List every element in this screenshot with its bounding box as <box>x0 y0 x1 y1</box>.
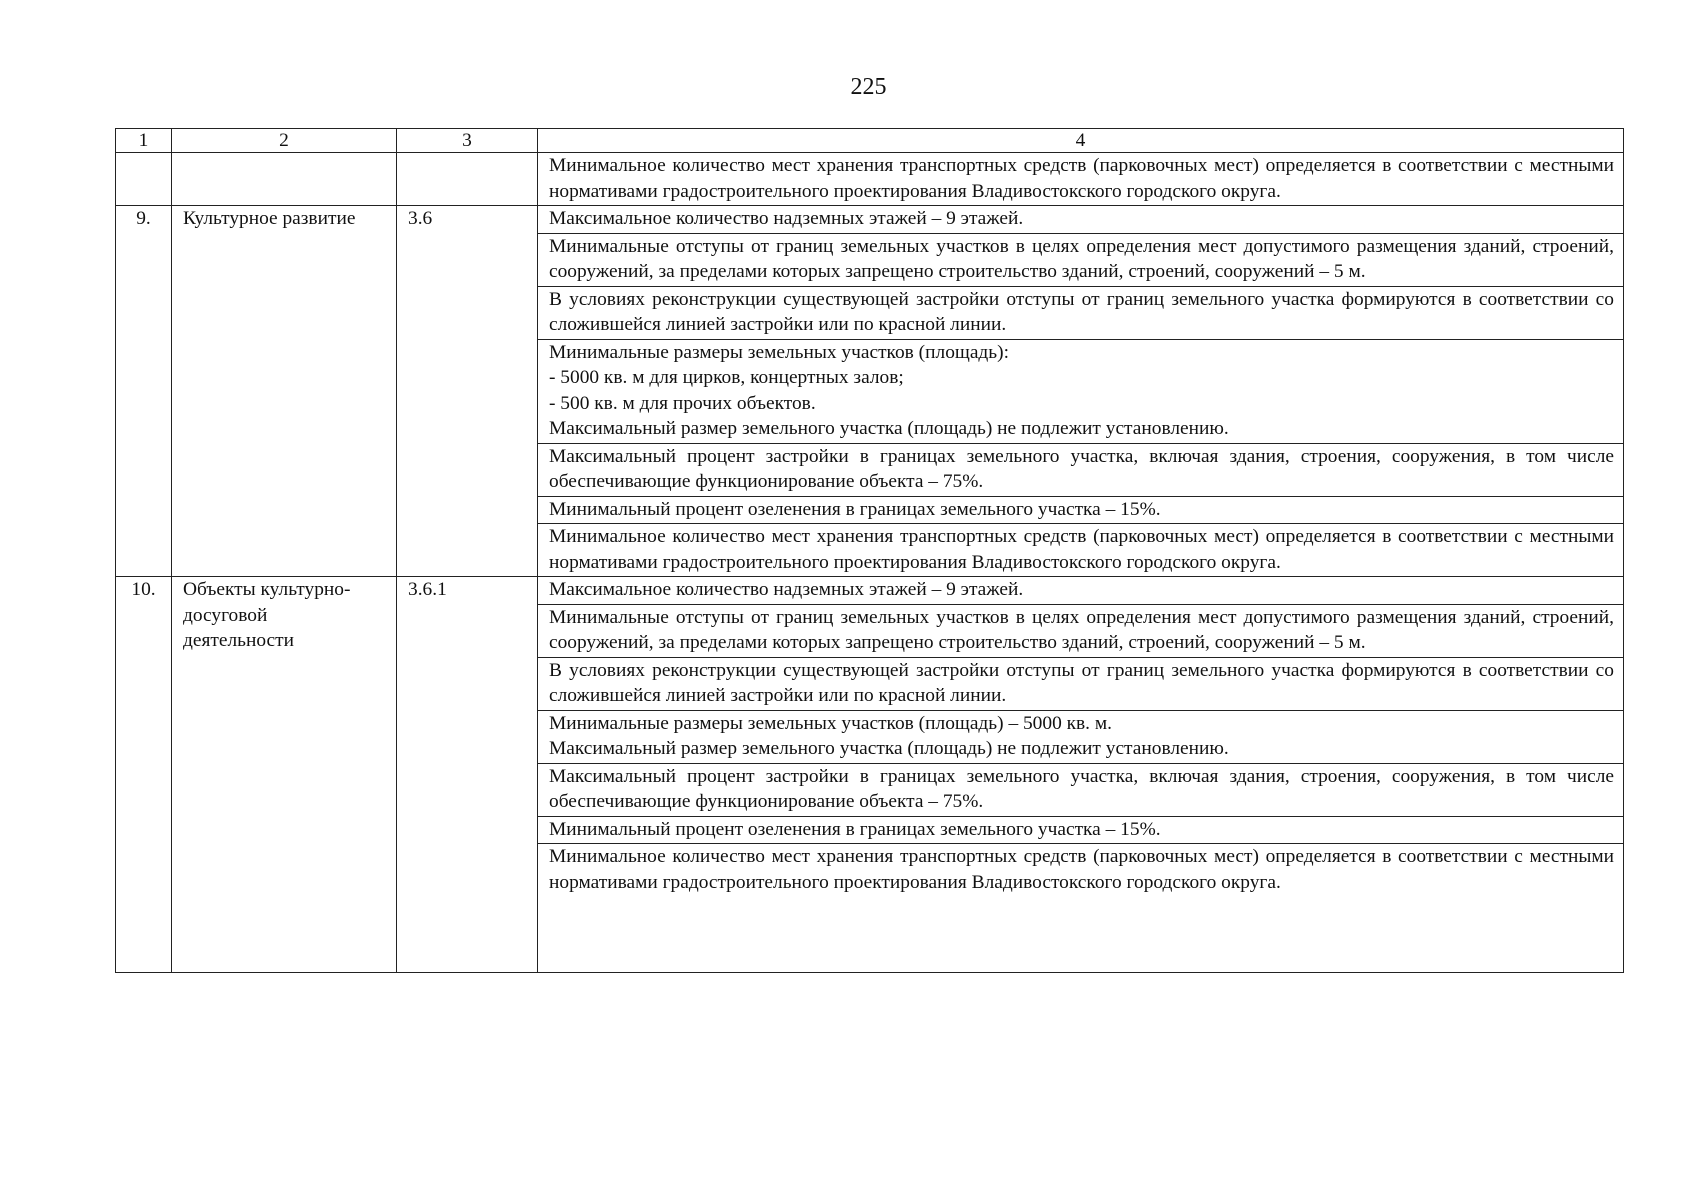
continuation-num-cell <box>116 153 172 206</box>
param-reconstruction: В условиях реконструкции существующей застройки отступы от границ земельного участка формируются в соответствии со сложившейся линией застройки или по красной линии. <box>538 657 1624 710</box>
param-setbacks: Минимальные отступы от границ земельных участков в целях определения мест допустимого размещения зданий, строений, сооружений, за пределами которых запрещено строительство зданий, строений, сооружений – 5 м. <box>538 233 1624 286</box>
row-number: 10. <box>116 577 172 973</box>
land-use-code: 3.6.1 <box>397 577 538 973</box>
param-coverage: Максимальный процент застройки в границах земельного участка, включая здания, строения, сооружения, в том числе обеспечивающие функционирование объекта – 75%. <box>538 443 1624 496</box>
land-use-code: 3.6 <box>397 206 538 577</box>
plot-size-line: - 500 кв. м для прочих объектов. <box>549 392 816 414</box>
param-plot-sizes <box>538 339 1624 443</box>
row-number: 9. <box>116 206 172 577</box>
continuation-name-cell <box>172 153 397 206</box>
param-setbacks: Минимальные отступы от границ земельных участков в целях определения мест допустимого размещения зданий, строений, сооружений, за пределами которых запрещено строительство зданий, строений, сооружений – 5 м. <box>538 604 1624 657</box>
param-parking: Минимальное количество мест хранения транспортных средств (парковочных мест) определяется в соответствии с местными нормативами градостроительного проектирования Владивостокского городского округа. <box>538 844 1624 973</box>
param-greening: Минимальный процент озеленения в границах земельного участка – 15%. <box>538 496 1624 524</box>
param-parking: Минимальное количество мест хранения транспортных средств (парковочных мест) определяется в соответствии с местными нормативами градостроительного проектирования Владивостокского городского округа. <box>538 524 1624 577</box>
land-use-regulations-table <box>115 128 1624 973</box>
param-floors: Максимальное количество надземных этажей – 9 этажей. <box>538 577 1624 605</box>
table-row <box>116 206 1624 234</box>
param-plot-sizes <box>538 710 1624 763</box>
page-number: 225 <box>850 74 887 100</box>
param-coverage: Максимальный процент застройки в границах земельного участка, включая здания, строения, сооружения, в том числе обеспечивающие функционирование объекта – 75%. <box>538 763 1624 816</box>
header-col-4: 4 <box>538 129 1624 153</box>
plot-size-line: Максимальный размер земельного участка (площадь) не подлежит установлению. <box>549 738 1229 759</box>
param-reconstruction: В условиях реконструкции существующей застройки отступы от границ земельного участка формируются в соответствии со сложившейся линией застройки или по красной линии. <box>538 286 1624 339</box>
header-col-3: 3 <box>397 129 538 153</box>
land-use-name: Объекты культурно-досуговой деятельности <box>172 577 397 973</box>
header-col-2: 2 <box>172 129 397 153</box>
param-floors: Максимальное количество надземных этажей – 9 этажей. <box>538 206 1624 234</box>
plot-size-line: Максимальный размер земельного участка (площадь) не подлежит установлению. <box>549 418 1229 439</box>
plot-size-line: - 5000 кв. м для цирков, концертных залов; <box>549 367 904 388</box>
plot-size-line: Минимальные размеры земельных участков (площадь) – 5000 кв. м. <box>549 712 1112 734</box>
continuation-code-cell <box>397 153 538 206</box>
header-col-1: 1 <box>116 129 172 153</box>
table-row <box>116 577 1624 605</box>
plot-size-line: Минимальные размеры земельных участков (площадь): <box>549 341 1009 363</box>
continuation-parking-cell: Минимальное количество мест хранения транспортных средств (парковочных мест) определяется в соответствии с местными нормативами градостроительного проектирования Владивостокского городского округа. <box>538 153 1624 206</box>
table-header-row <box>116 129 1624 153</box>
continuation-row <box>116 153 1624 206</box>
land-use-name: Культурное развитие <box>172 206 397 577</box>
param-greening: Минимальный процент озеленения в границах земельного участка – 15%. <box>538 816 1624 844</box>
